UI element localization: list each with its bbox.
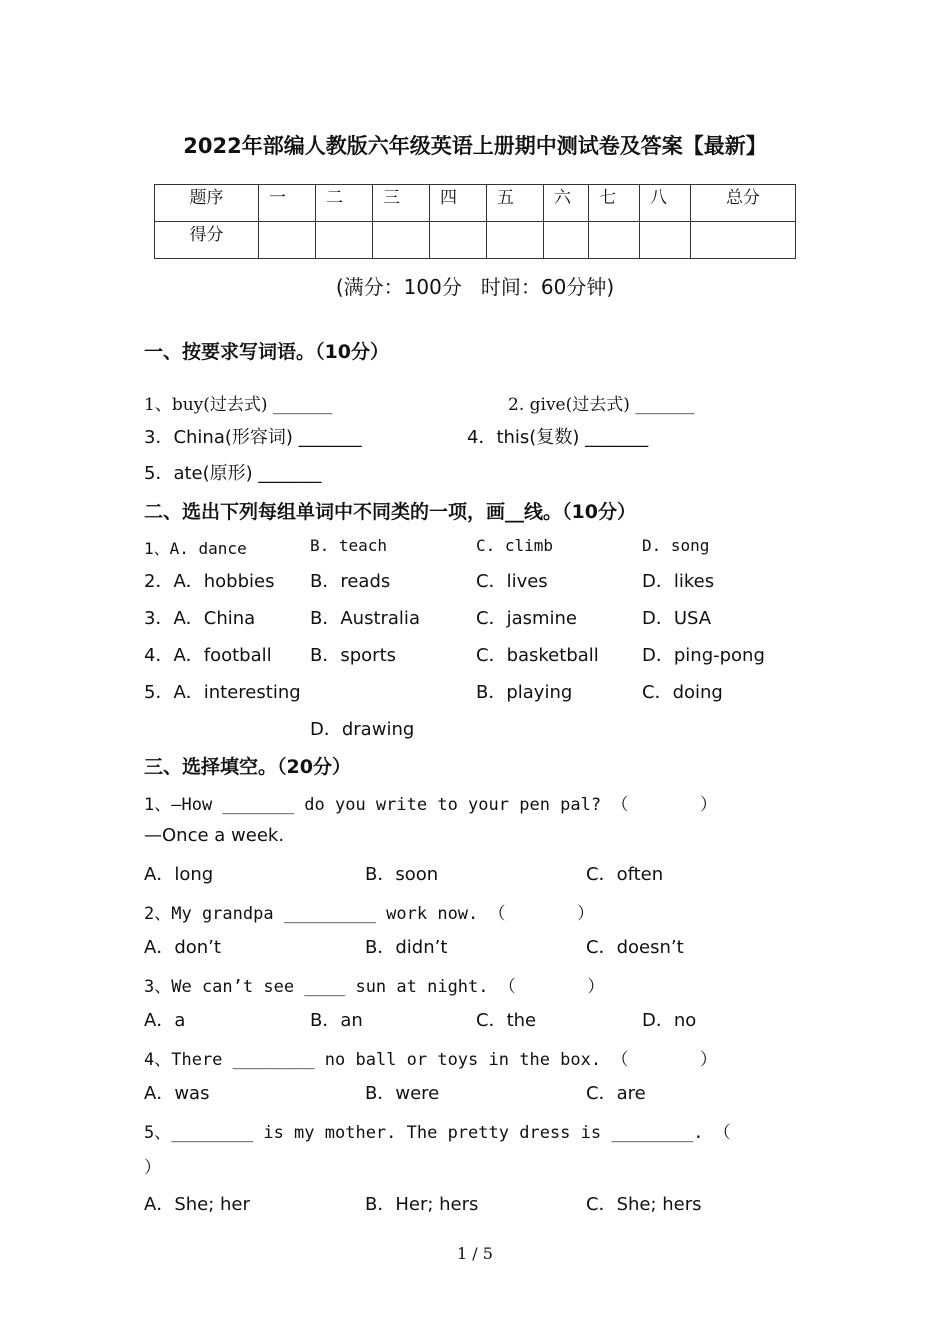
section3-q4-option-c: C．are (586, 1083, 646, 1104)
score-cell[interactable] (544, 222, 589, 259)
section3-q1-option-c: C．often (586, 864, 664, 885)
section1-question-2: 2. give(过去式) _______ (508, 395, 695, 415)
section2-q4-option-a: 4．A．football (144, 645, 272, 666)
section2-q3-option-b: B．Australia (310, 608, 420, 629)
score-cell[interactable] (691, 222, 796, 259)
section2-q5-option-c: C．doing (642, 682, 723, 703)
section2-q4-option-b: B．sports (310, 645, 397, 666)
score-header-cell: 八 (640, 185, 691, 222)
section3-q2-option-b: B．didn’t (365, 937, 448, 958)
section2-heading: 二、选出下列每组单词中不同类的一项，画__线。（10分） (144, 501, 636, 523)
score-header-cell: 题序 (155, 185, 259, 222)
score-header-cell: 三 (373, 185, 430, 222)
score-cell[interactable] (640, 222, 691, 259)
section3-heading: 三、选择填空。（20分） (144, 756, 351, 778)
section2-q5-option-b: B．playing (476, 682, 573, 703)
section3-q5-option-a: A．She; her (144, 1194, 250, 1215)
score-cell[interactable] (589, 222, 640, 259)
section1-question-3: 3．China(形容词) _______ (144, 427, 362, 448)
exam-info: (满分：100分 时间：60分钟) (335, 275, 615, 299)
section3-q2-option-c: C．doesn’t (586, 937, 684, 958)
score-table-header-row (155, 185, 796, 222)
section3-q4-option-b: B．were (365, 1083, 440, 1104)
score-cell[interactable] (487, 222, 544, 259)
section2-q1-option-a: 1、A. dance (144, 539, 247, 558)
section3-question-5-cont: ） (144, 1158, 161, 1178)
score-header-cell: 四 (430, 185, 487, 222)
section2-q3-option-c: C．jasmine (476, 608, 577, 629)
section2-q2-option-d: D．likes (642, 571, 715, 592)
section3-question-3: 3、We can’t see ____ sun at night. （ ） (144, 977, 605, 997)
score-table-score-row (155, 222, 796, 259)
score-header-cell: 总分 (691, 185, 796, 222)
section2-q1-option-d: D. song (642, 536, 710, 555)
section1-question-5: 5．ate(原形) _______ (144, 463, 322, 484)
score-header-cell: 一 (259, 185, 316, 222)
section3-q1-option-a: A．long (144, 864, 214, 885)
section3-q3-option-a: A．a (144, 1010, 186, 1031)
section2-q5-option-d: D．drawing (310, 719, 415, 740)
section1-heading: 一、按要求写词语。（10分） (144, 341, 389, 363)
section1-question-4: 4．this(复数) _______ (467, 427, 649, 448)
section2-q1-option-b: B. teach (310, 536, 388, 555)
score-table (154, 184, 796, 259)
score-cell[interactable] (316, 222, 373, 259)
section2-q1-option-c: C. climb (476, 536, 554, 555)
section3-q3-option-c: C．the (476, 1010, 537, 1031)
score-cell[interactable] (373, 222, 430, 259)
score-header-cell: 六 (544, 185, 589, 222)
section2-q4-option-d: D．ping-pong (642, 645, 765, 666)
section2-q2-option-b: B．reads (310, 571, 391, 592)
section2-q3-option-d: D．USA (642, 608, 712, 629)
section3-question-4: 4、There ________ no ball or toys in the box. （ ） (144, 1050, 717, 1070)
score-cell[interactable] (430, 222, 487, 259)
section2-q2-option-a: 2．A．hobbies (144, 571, 275, 592)
section3-q2-option-a: A．don’t (144, 937, 221, 958)
section3-q3-option-d: D．no (642, 1010, 697, 1031)
score-header-cell: 二 (316, 185, 373, 222)
page-number: 1 / 5 (457, 1244, 493, 1263)
section3-question-1-answer: —Once a week. (144, 825, 285, 846)
page-title: 2022年部编人教版六年级英语上册期中测试卷及答案【最新】 (183, 134, 767, 158)
score-header-cell: 五 (487, 185, 544, 222)
section3-question-2: 2、My grandpa _________ work now. （ ） (144, 904, 595, 924)
section2-q5-option-a: 5．A．interesting (144, 682, 301, 703)
section2-q3-option-a: 3．A．China (144, 608, 256, 629)
section3-question-5: 5、________ is my mother. The pretty dress is ________. （ (144, 1123, 731, 1143)
section2-q2-option-c: C．lives (476, 571, 548, 592)
section3-q1-option-b: B．soon (365, 864, 439, 885)
section3-question-1: 1、—How _______ do you write to your pen pal? （ ） (144, 795, 717, 815)
section2-q4-option-c: C．basketball (476, 645, 599, 666)
section3-q5-option-c: C．She; hers (586, 1194, 702, 1215)
section3-q3-option-b: B．an (310, 1010, 363, 1031)
score-header-cell: 七 (589, 185, 640, 222)
score-cell[interactable] (259, 222, 316, 259)
section3-q5-option-b: B．Her; hers (365, 1194, 479, 1215)
section3-q4-option-a: A．was (144, 1083, 210, 1104)
score-row-label: 得分 (155, 222, 259, 259)
section1-question-1: 1、buy(过去式) _______ (144, 395, 333, 415)
